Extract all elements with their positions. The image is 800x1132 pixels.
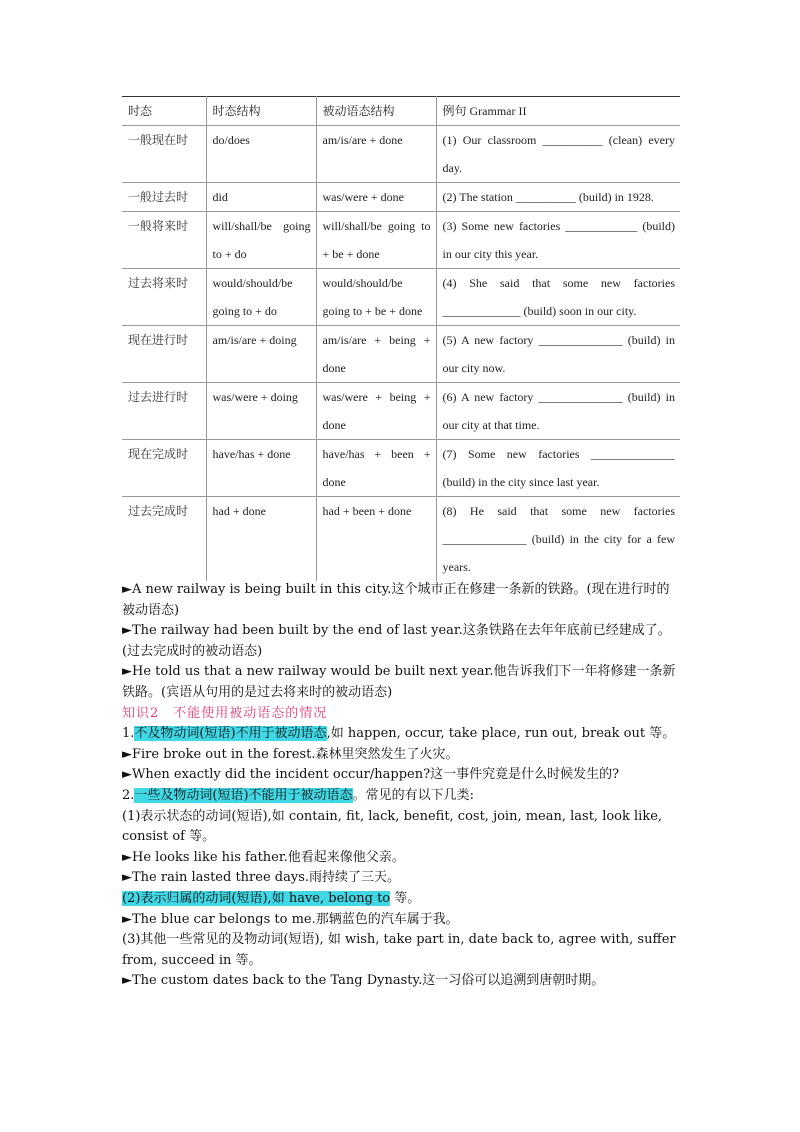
example-sentence: ►The custom dates back to the Tang Dynasty.这一习俗可以追溯到唐朝时期。	[122, 973, 605, 989]
example-sentence: ►The blue car belongs to me.那辆蓝色的汽车属于我。	[122, 911, 459, 927]
passive-cell: am/is/are + done	[316, 126, 436, 183]
example-sentence: ►A new railway is being built in this city.这个城市正在修建一条新的铁路。(现在进行时的被动语态)	[122, 582, 670, 618]
example-cell: (7) Some new factories ______________ (build) in the city since last year.	[436, 440, 680, 497]
tense-cell: 过去进行时	[128, 390, 189, 404]
example-cell: (5) A new factory ______________ (build) in our city now.	[436, 326, 680, 383]
header-structure: 时态结构	[206, 97, 316, 126]
example-cell: (2) The station __________ (build) in 1928.	[436, 183, 680, 212]
example-sentence: ►The rain lasted three days.雨持续了三天。	[122, 870, 400, 886]
passive-cell: have/has + been + done	[316, 440, 436, 497]
body-text	[122, 580, 682, 992]
tense-cell: 现在完成时	[128, 447, 189, 461]
rule-paragraph: (3)其他一些常见的及物动词(短语), 如 wish, take part in, date back to, agree with, suffer from, succeed in 等。	[122, 932, 676, 968]
table-header-row	[122, 97, 680, 126]
passive-cell: will/shall/be going to + be + done	[316, 212, 436, 269]
passive-cell: had + been + done	[316, 497, 436, 582]
structure-cell: will/shall/be going to + do	[206, 212, 316, 269]
table-row	[122, 326, 680, 383]
example-cell: (8) He said that some new factories ______________ (build) in the city for a few years.	[436, 497, 680, 582]
example-cell: (6) A new factory ______________ (build) in our city at that time.	[436, 383, 680, 440]
rule-paragraph: (1)表示状态的动词(短语),如 contain, fit, lack, benefit, cost, join, mean, last, look like, consist of 等。	[122, 808, 663, 845]
table-row	[122, 269, 680, 326]
highlighted-rule: (2)表示归属的动词(短语),如 have, belong to	[122, 890, 391, 906]
rule-paragraph	[122, 786, 682, 807]
table-row	[122, 383, 680, 440]
rule-number: 1.	[122, 726, 135, 742]
rule-text: 。常见的有以下几类:	[352, 787, 474, 803]
rule-paragraph	[122, 889, 682, 910]
tense-cell: 一般现在时	[128, 133, 189, 147]
example-sentence: ►He looks like his father.他看起来像他父亲。	[122, 849, 405, 865]
structure-cell: have/has + done	[206, 440, 316, 497]
tense-cell: 一般将来时	[128, 219, 189, 233]
passive-cell: was/were + done	[316, 183, 436, 212]
structure-cell: would/should/be going to + do	[206, 269, 316, 326]
example-sentence: ►The railway had been built by the end of last year.这条铁路在去年年底前已经建成了。(过去完成时的被动语态)	[122, 623, 671, 659]
structure-cell: do/does	[206, 126, 316, 183]
header-passive: 被动语态结构	[316, 97, 436, 126]
tense-cell: 过去完成时	[128, 504, 189, 518]
structure-cell: am/is/are + doing	[206, 326, 316, 383]
table-row	[122, 497, 680, 582]
passive-cell: was/were + being + done	[316, 383, 436, 440]
rule-text: ,如 happen, occur, take place, run out, break out 等。	[326, 726, 676, 742]
table-row	[122, 126, 680, 183]
highlighted-rule: 一些及物动词(短语)不能用于被动语态	[134, 787, 353, 803]
table-row	[122, 212, 680, 269]
tense-cell: 现在进行时	[128, 333, 189, 347]
example-sentence: ►When exactly did the incident occur/happen?这一事件究竟是什么时候发生的?	[122, 767, 620, 783]
rule-paragraph	[122, 724, 682, 745]
example-sentence: ►Fire broke out in the forest.森林里突然发生了火灾。	[122, 746, 459, 762]
passive-cell: am/is/are + being + done	[316, 326, 436, 383]
tense-cell: 过去将来时	[128, 276, 189, 290]
tense-cell: 一般过去时	[128, 190, 189, 204]
example-sentence: ►He told us that a new railway would be built next year.他告诉我们下一年将修建一条新铁路。(宾语从句用的是过去将来时的被动语态)	[122, 664, 676, 700]
passive-voice-table	[122, 96, 680, 581]
example-cell: (3) Some new factories ____________ (build) in our city this year.	[436, 212, 680, 269]
example-cell: (1) Our classroom __________ (clean) every day.	[436, 126, 680, 183]
passive-cell: would/should/be going to + be + done	[316, 269, 436, 326]
structure-cell: did	[206, 183, 316, 212]
table-row	[122, 440, 680, 497]
rule-text: 等。	[390, 890, 421, 906]
section-heading: 知识2 不能使用被动语态的情况	[122, 705, 328, 721]
structure-cell: was/were + doing	[206, 383, 316, 440]
example-cell: (4) She said that some new factories _____________ (build) soon in our city.	[436, 269, 680, 326]
structure-cell: had + done	[206, 497, 316, 582]
header-example: 例句 Grammar II	[436, 97, 680, 126]
header-tense: 时态	[128, 104, 153, 118]
rule-number: 2.	[122, 787, 135, 803]
table-row	[122, 183, 680, 212]
highlighted-rule: 不及物动词(短语)不用于被动语态	[134, 726, 327, 742]
